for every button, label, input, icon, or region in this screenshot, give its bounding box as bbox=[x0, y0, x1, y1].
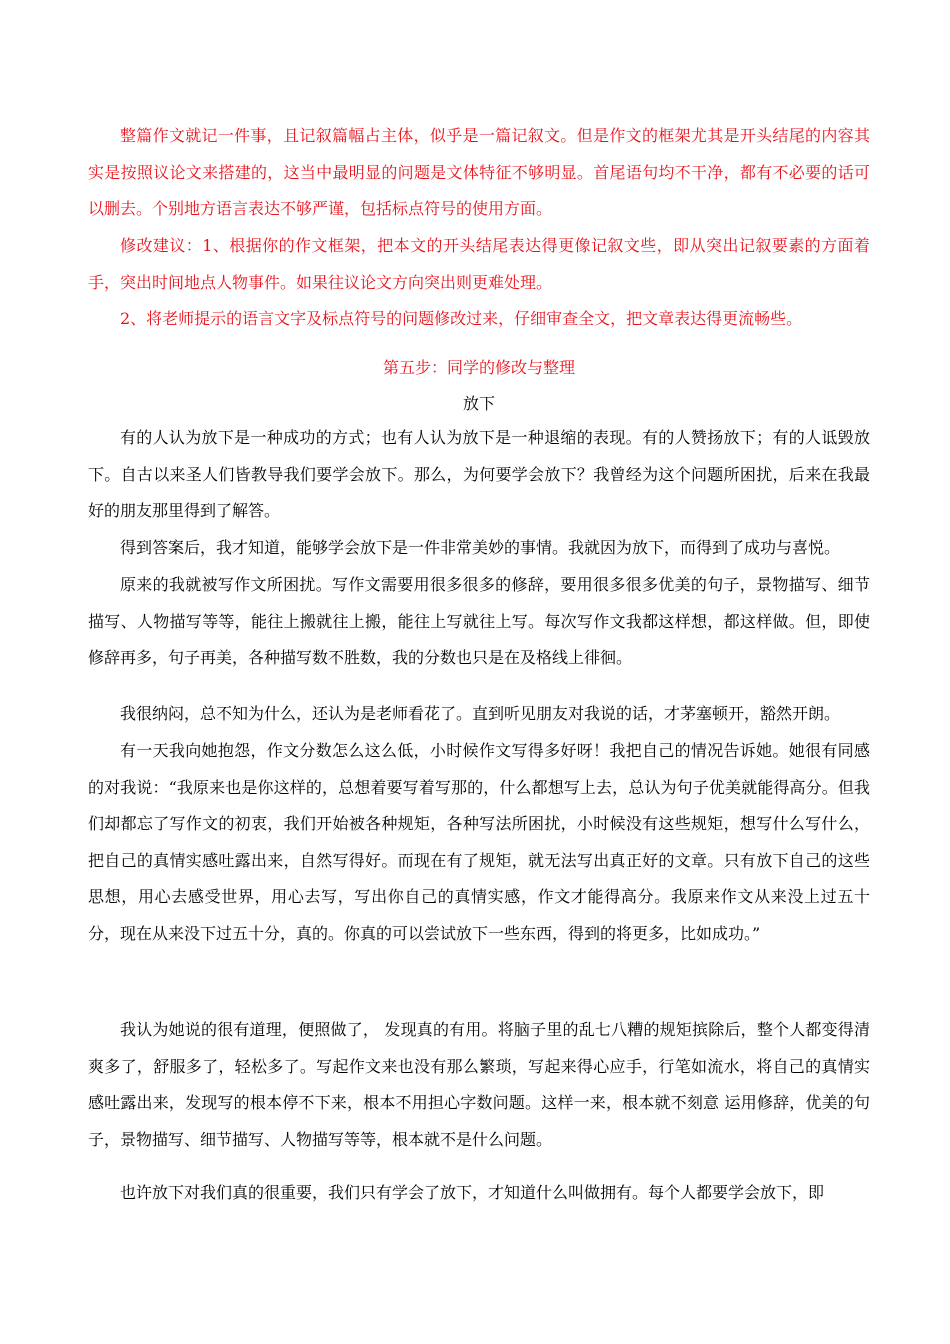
essay-paragraph-2: 得到答案后，我才知道，能够学会放下是一件非常美妙的事情。我就因为放下，而得到了成功与喜悦。 bbox=[120, 538, 841, 557]
step-heading: 第五步：同学的修改与整理 bbox=[382, 358, 575, 377]
essay-paragraph-3: 原来的我就被写作文所困扰。写作文需要用很多很多的修辞，要用很多很多优美的句子，景物描写、细节描写、人物描写等等，能往上搬就往上搬，能往上写就往上写。每次写作文我都这样想，都这样做。但，即使修辞再多，句子再美，各种描写数不胜数，我的分数也只是在及格线上徘徊。 bbox=[88, 575, 870, 667]
review-paragraph-2: 修改建议：1、根据你的作文框架，把本文的开头结尾表达得更像记叙文些，即从突出记叙要素的方面着手，突出时间地点人物事件。如果往议论文方向突出则更难处理。 bbox=[88, 236, 870, 292]
essay-paragraph-5: 有一天我向她抱怨，作文分数怎么这么低，小时候作文写得多好呀！我把自己的情况告诉她。她很有同感的对我说：“我原来也是你这样的，总想着要写着写那的，什么都想写上去，总认为句子优美就能得高分。但我们却都忘了写作文的初衷，我们开始被各种规矩，各种写法所困扰，小时候没有这些规矩，想写什么写什么，把自己的真情实感吐露出来，自然写得好。而现在有了规矩，就无法写出真正好的文章。只有放下自己的这些思想，用心去感受世界，用心去写，写出你自己的真情实感，作文才能得高分。我原来作文从来没上过五十分，现在从来没下过五十分，真的。你真的可以尝试放下一些东西，得到的将更多，比如成功。” bbox=[88, 741, 870, 943]
essay-paragraph-7: 也许放下对我们真的很重要，我们只有学会了放下，才知道什么叫做拥有。每个人都要学会放下，即 bbox=[120, 1183, 825, 1202]
review-paragraph-1: 整篇作文就记一件事，且记叙篇幅占主体，似乎是一篇记叙文。但是作文的框架尤其是开头结尾的内容其实是按照议论文来搭建的，这当中最明显的问题是文体特征不够明显。首尾语句均不干净，都有不必要的话可以删去。个别地方语言表达不够严谨，包括标点符号的使用方面。 bbox=[88, 126, 870, 218]
essay-paragraph-4: 我很纳闷，总不知为什么，还认为是老师看花了。直到听见朋友对我说的话，才茅塞顿开，豁然开朗。 bbox=[120, 704, 841, 723]
review-paragraph-3: 2、将老师提示的语言文字及标点符号的问题修改过来，仔细审查全文，把文章表达得更流畅些。 bbox=[120, 309, 803, 328]
essay-paragraph-1: 有的人认为放下是一种成功的方式；也有人认为放下是一种退缩的表现。有的人赞扬放下；有的人诋毁放下。自古以来圣人们皆教导我们要学会放下。那么，为何要学会放下？我曾经为这个问题所困扰，后来在我最好的朋友那里得到了解答。 bbox=[88, 428, 870, 520]
essay-paragraph-6: 我认为她说的很有道理，便照做了， 发现真的有用。将脑子里的乱七八糟的规矩摈除后，整个人都变得清爽多了，舒服多了，轻松多了。写起作文来也没有那么繁琐，写起来得心应手，行笔如流水，将自己的真情实感吐露出来，发现写的根本停不下来，根本不用担心字数问题。这样一来，根本就不刻意 运用修辞，优美的句子，景物描写、细节描写、人物描写等等，根本就不是什么问题。 bbox=[88, 1020, 870, 1149]
essay-title: 放下 bbox=[462, 394, 495, 413]
